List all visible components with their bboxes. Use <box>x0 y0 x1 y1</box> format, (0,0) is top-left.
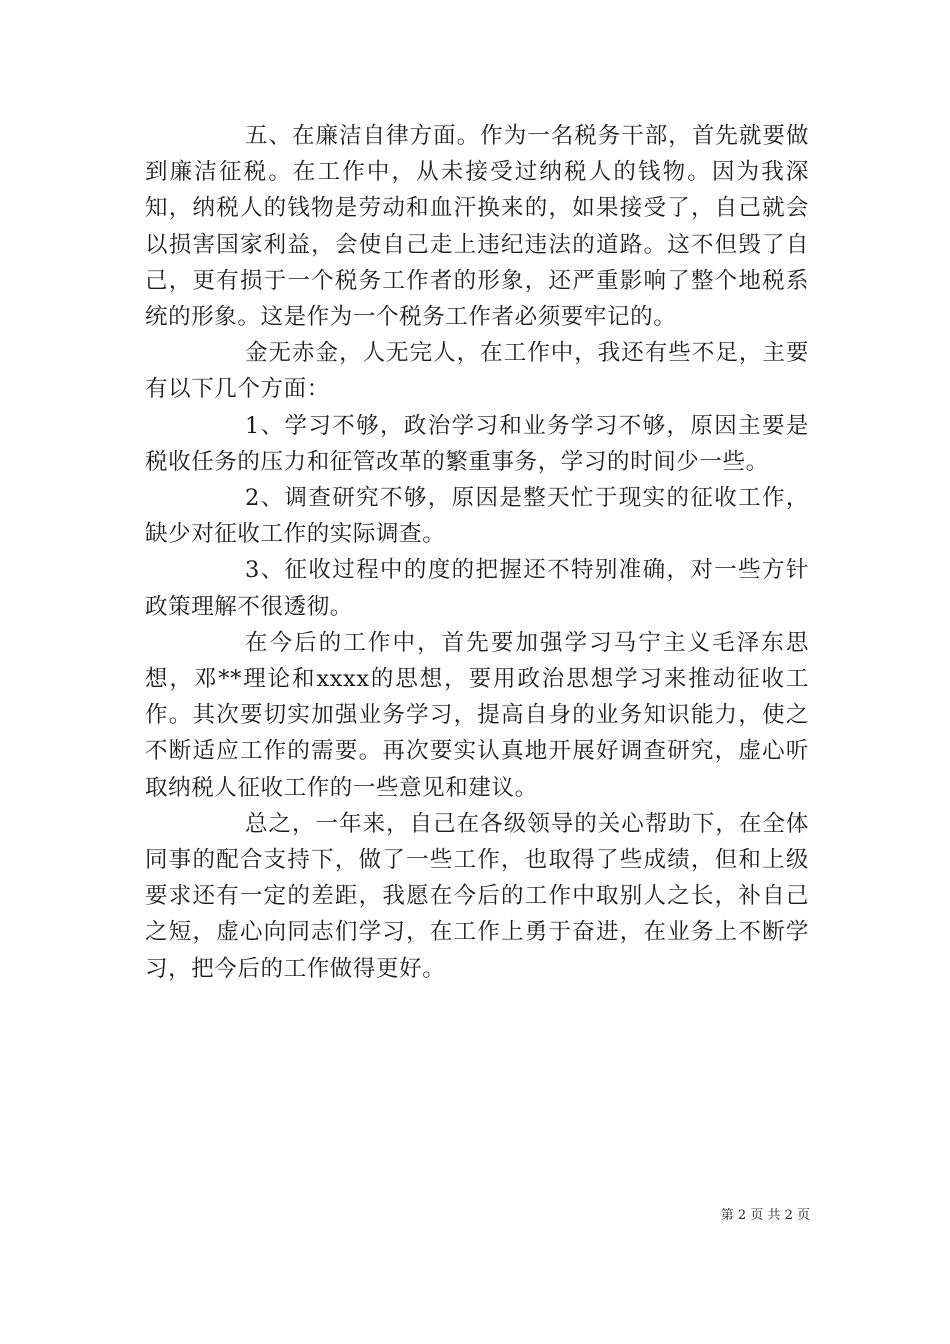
paragraph-conclusion: 总之，一年来，自己在各级领导的关心帮助下，在全体同事的配合支持下，做了一些工作，也取得了些成绩，但和上级要求还有一定的差距，我愿在今后的工作中取别人之长，补自己之短，虚心向同志们学习，在工作上勇于奋进，在业务上不断学习，把今后的工作做得更好。 <box>145 810 809 982</box>
paragraph-shortcoming-1: 1、学习不够，政治学习和业务学习不够，原因主要是税收任务的压力和征管改革的繁重事务，学习的时间少一些。 <box>145 412 809 475</box>
paragraph-integrity: 五、在廉洁自律方面。作为一名税务干部，首先就要做到廉洁征税。在工作中，从未接受过纳税人的钱物。因为我深知，纳税人的钱物是劳动和血汗换来的，如果接受了，自己就会以损害国家利益，会使自己走上违纪违法的道路。这不但毁了自己，更有损于一个税务工作者的形象，还严重影响了整个地税系统的形象。这是作为一个税务工作者必须要牢记的。 <box>145 123 809 331</box>
paragraph-shortcoming-3: 3、征收过程中的度的把握还不特别准确，对一些方针政策理解不很透彻。 <box>145 557 809 620</box>
document-body <box>145 118 809 987</box>
paragraph-shortcoming-2: 2、调查研究不够，原因是整天忙于现实的征收工作，缺少对征收工作的实际调查。 <box>145 485 809 548</box>
paragraph-future-plan: 在今后的工作中，首先要加强学习马宁主义毛泽东思想，邓**理论和xxxx的思想，要用政治思想学习来推动征收工作。其次要切实加强业务学习，提高自身的业务知识能力，使之不断适应工作的需要。再次要实认真地开展好调查研究，虚心听取纳税人征收工作的一些意见和建议。 <box>145 629 809 801</box>
page-number-footer: 第 2 页 共 2 页 <box>720 1208 810 1223</box>
paragraph-shortcomings-intro: 金无赤金，人无完人，在工作中，我还有些不足，主要有以下几个方面： <box>145 340 809 403</box>
